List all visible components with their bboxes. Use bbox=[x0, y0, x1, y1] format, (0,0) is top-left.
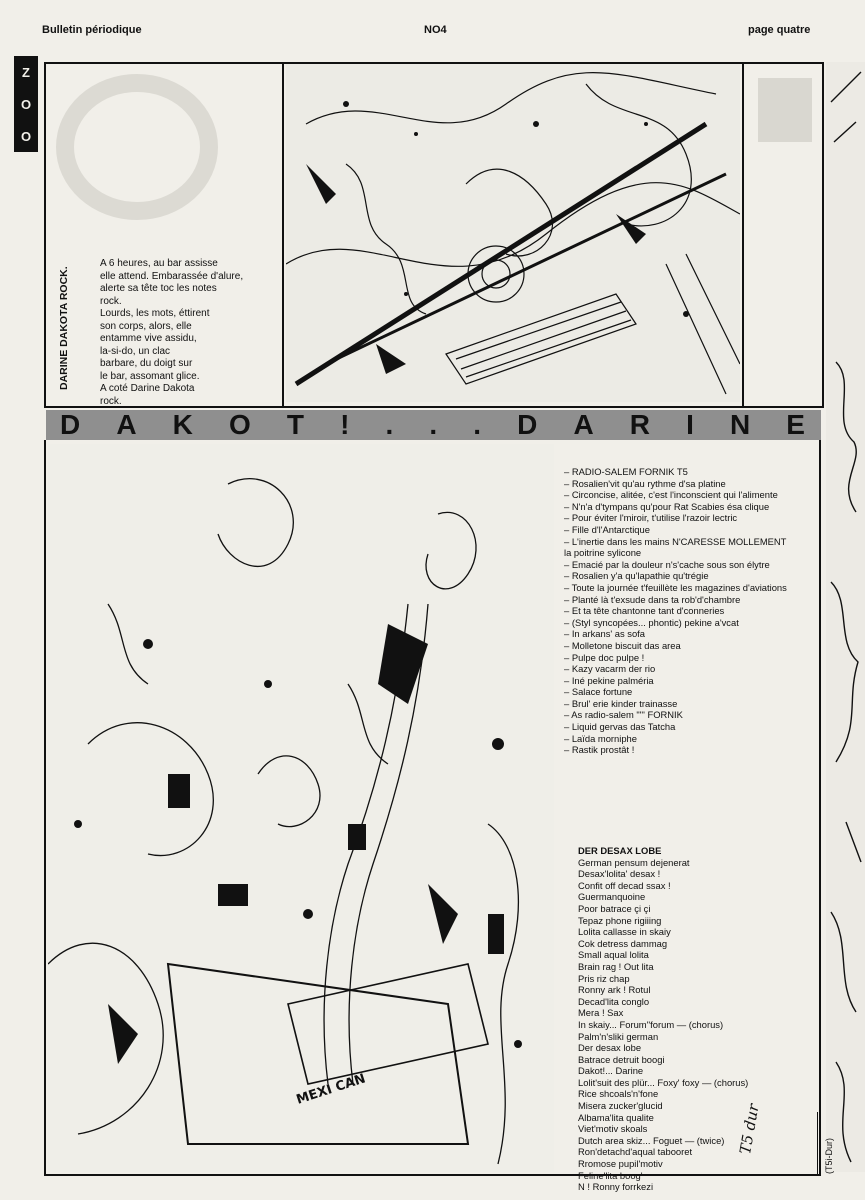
lyric-line: N ! Ronny forrkezi bbox=[578, 1181, 654, 1193]
lyrics-der-desax-lobe bbox=[578, 845, 748, 1193]
credit-rule bbox=[817, 1112, 818, 1174]
lyric-line: – Circoncise, alitée, c'est l'inconscient qui l'alimente bbox=[564, 489, 778, 501]
banner-letter: A bbox=[573, 409, 596, 440]
header-center: NO4 bbox=[424, 24, 447, 36]
lyric-line: Guermanquoine bbox=[578, 891, 646, 903]
lyric-line: Small aqual lolita bbox=[578, 949, 649, 961]
main-illustration bbox=[48, 444, 554, 1172]
banner-letter: A bbox=[116, 409, 139, 440]
lyric-line: Ronny ark ! Rotul bbox=[578, 984, 651, 996]
artist-signature: T5 dur bbox=[736, 1102, 763, 1156]
lyric-line: – Rastik prostât ! bbox=[564, 744, 635, 756]
banner-letter: R bbox=[629, 409, 652, 440]
banner-letter: D bbox=[60, 409, 83, 440]
title-banner bbox=[46, 410, 821, 440]
lower-frame-left bbox=[44, 440, 46, 1176]
vertical-title: DARINE DAKOTA ROCK. bbox=[58, 266, 70, 390]
lyric-line: Lolita callasse in skaiy bbox=[578, 926, 671, 938]
lyric-line: Poor batrace çi çi bbox=[578, 902, 651, 914]
top-divider-right bbox=[742, 62, 744, 406]
lyric-line: Brain rag ! Out lita bbox=[578, 960, 654, 972]
lyric-line: Pris riz chap bbox=[578, 972, 630, 984]
lyric-line: Decad'lita conglo bbox=[578, 995, 650, 1007]
lyric-line: Batrace detruit boogi bbox=[578, 1053, 665, 1065]
lyric-line: – Brul' erie kinder trainasse bbox=[564, 697, 678, 709]
lyric-line: Tepaz phone rigiiing bbox=[578, 914, 662, 926]
lyric-line: – Salace fortune bbox=[564, 686, 633, 698]
banner-letter: I bbox=[686, 409, 696, 440]
lyric-line: Viet'motiv skoals bbox=[578, 1123, 648, 1135]
zoo-side-tab bbox=[14, 56, 38, 152]
banner-letter: . bbox=[473, 409, 484, 440]
lyric-line: – In arkans' as sofa bbox=[564, 628, 646, 640]
banner-letter: ! bbox=[340, 409, 352, 440]
lyrics-title: DER DESAX LOBE bbox=[578, 845, 662, 856]
lyric-line: – Emacié par la douleur n's'cache sous son élytre bbox=[564, 558, 770, 570]
header-left: Bulletin périodique bbox=[42, 24, 142, 36]
banner-letter: K bbox=[172, 409, 195, 440]
lyric-line: Dutch area skiz... Foguet — (twice) bbox=[578, 1134, 725, 1146]
banner-letter: . bbox=[385, 409, 396, 440]
zoo-letter: O bbox=[20, 96, 32, 112]
lyric-line: Confit off decad ssax ! bbox=[578, 879, 671, 891]
banner-letter: D bbox=[517, 409, 540, 440]
lower-frame-right bbox=[819, 440, 821, 1176]
lyrics-radio-salem bbox=[564, 466, 787, 756]
lyric-line: – Et ta tête chantonne tant d'conneries bbox=[564, 605, 725, 617]
lyric-line: la poitrine sylicone bbox=[564, 547, 642, 559]
lyric-line: – As radio-salem ""' FORNIK bbox=[564, 709, 683, 721]
top-illustration bbox=[286, 64, 740, 402]
banner-letter: E bbox=[786, 409, 807, 440]
lyric-line: Misera zucker'glucid bbox=[578, 1100, 663, 1112]
lyric-line: Der desax lobe bbox=[578, 1042, 642, 1054]
lyric-line: – Iné pekine palméria bbox=[564, 674, 654, 686]
lyric-line: – Laïda morniphe bbox=[564, 732, 637, 744]
background-letter-block bbox=[758, 78, 812, 142]
lyric-line: – Planté là t'exsude dans ta rob'd'chambre bbox=[564, 593, 741, 605]
banner-letter: . bbox=[429, 409, 440, 440]
top-divider-left bbox=[282, 62, 284, 406]
lyric-line: Cok detress dammag bbox=[578, 937, 668, 949]
right-edge-illustration bbox=[826, 62, 865, 1172]
lyric-line: Mera ! Sax bbox=[578, 1007, 624, 1019]
banner-letter: N bbox=[729, 409, 753, 440]
lyric-line: – L'inertie dans les mains N'CARESSE MOLLEMENT bbox=[564, 535, 787, 547]
zoo-letter: O bbox=[20, 128, 32, 144]
intro-paragraph: A 6 heures, au bar assisse elle attend. Embarassée d'alure, alerte sa tête toc les notes rock. Lourds, les mots, éttirent son corps, alors, elle entamme vive assidu, la-si-do, un clac barbare, du doigt sur le bar, assomant glice. A coté Darine Dakota rock. bbox=[100, 258, 244, 407]
lyric-line: – Rosalien y'a qu'lapathie qu'trégie bbox=[564, 570, 709, 582]
header-right: page quatre bbox=[748, 24, 811, 36]
lyric-line: Dakot!... Darine bbox=[578, 1065, 644, 1077]
lyric-line: Feline'lita boog' bbox=[578, 1169, 643, 1181]
lyric-line: – Toute la journée t'feuillète les magazines d'aviations bbox=[564, 581, 787, 593]
lyric-line: – Molletone biscuit das area bbox=[564, 639, 681, 651]
lyric-line: – Fille d'l'Antarctique bbox=[564, 523, 650, 535]
illustration-credit: (T5i-Dur) bbox=[824, 1138, 834, 1174]
lyric-line: Ron'detachd'aqual tabooret bbox=[578, 1146, 693, 1158]
lyric-line: – Pulpe doc pulpe ! bbox=[564, 651, 645, 663]
lyric-line: In skaiy... Forum''forum — (chorus) bbox=[578, 1018, 724, 1030]
background-letter-o bbox=[56, 74, 218, 220]
lyric-line: Rice shcoals'n'fone bbox=[578, 1088, 659, 1100]
banner-letter: O bbox=[228, 409, 253, 440]
banner-letter: T bbox=[286, 409, 306, 440]
lyric-line: Albama'lita qualite bbox=[578, 1111, 654, 1123]
lyric-line: German pensum dejenerat bbox=[578, 856, 690, 868]
lyric-line: – Kazy vacarm der rio bbox=[564, 663, 656, 675]
illustration-lettering: MEXI CAN bbox=[294, 1071, 368, 1108]
lyric-line: – Rosalien'vit qu'au rythme d'sa platine bbox=[564, 477, 726, 489]
lyric-line: Rromose pupil'motiv bbox=[578, 1158, 663, 1170]
lyric-line: – RADIO-SALEM FORNIK T5 bbox=[564, 466, 688, 477]
lyric-line: – Liquid gervas das Tatcha bbox=[564, 721, 676, 733]
zoo-letter: Z bbox=[22, 64, 30, 80]
lyric-line: – N'n'a d'tympans qu'pour Rat Scabies ésa clique bbox=[564, 500, 770, 512]
lyric-line: Palm'n'sliki german bbox=[578, 1030, 659, 1042]
lyric-line: – (Styl syncopées... phontic) pekine a'vcat bbox=[564, 616, 739, 628]
lyric-line: Desax'lolita' desax ! bbox=[578, 868, 661, 880]
lyric-line: Lolit'suit des plür... Foxy' foxy — (chorus) bbox=[578, 1076, 749, 1088]
lyric-line: – Pour éviter l'miroir, t'utilise l'razoir lectric bbox=[564, 512, 738, 524]
